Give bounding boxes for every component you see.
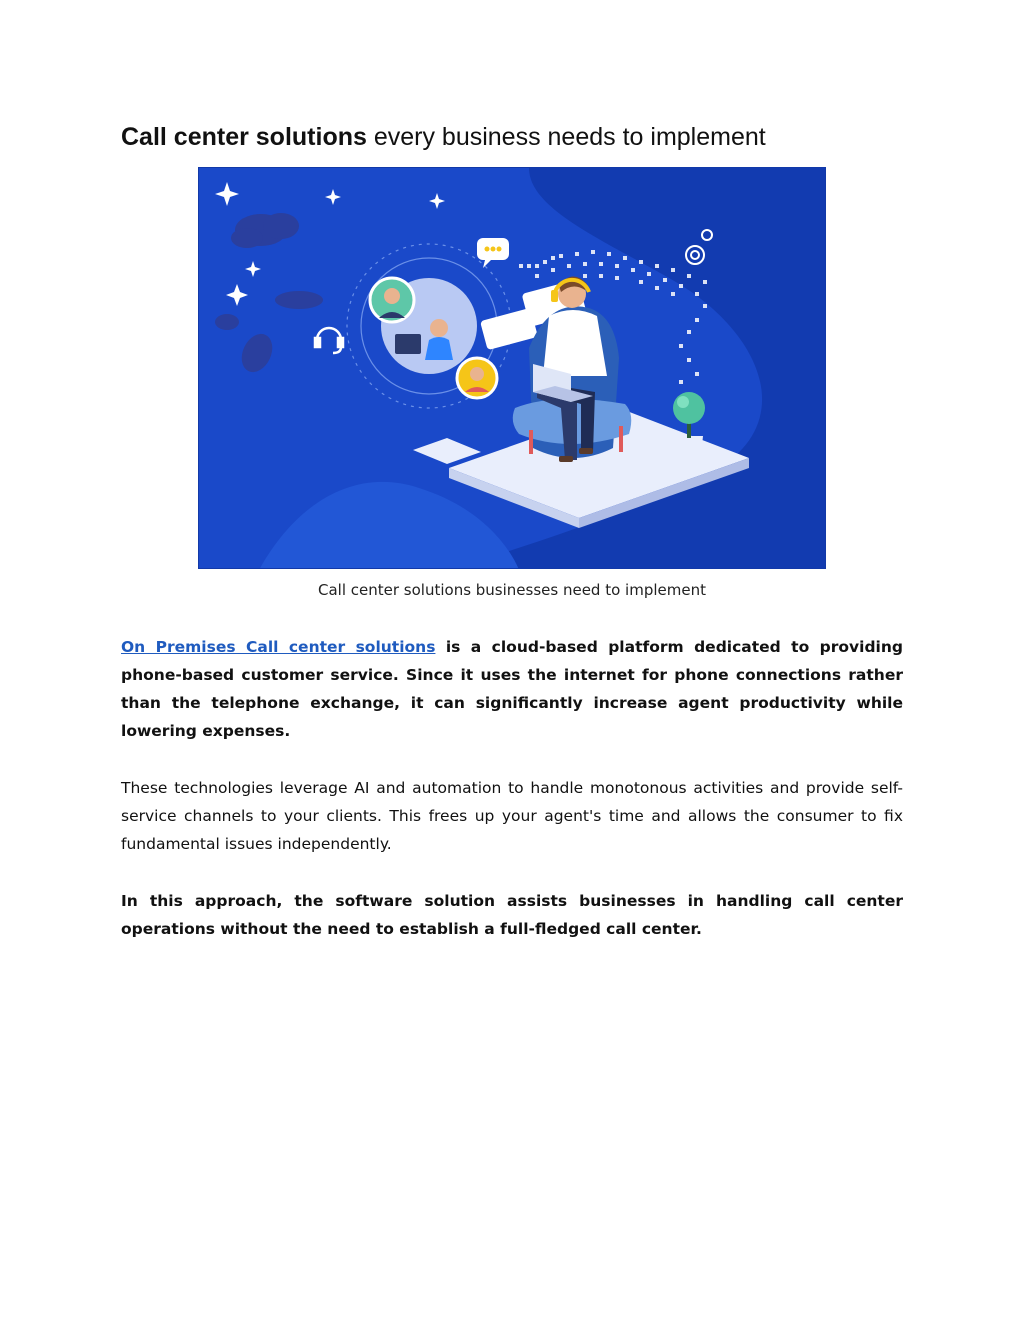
title-bold: Call center solutions bbox=[121, 123, 367, 151]
call-center-agent-illustration-icon bbox=[199, 168, 826, 569]
title-rest: every business needs to implement bbox=[366, 123, 766, 151]
hero-illustration bbox=[198, 167, 826, 569]
paragraph-ai-automation: These technologies leverage AI and automation to handle monotonous activities and provide self-service channels to your clients. This frees up your agent's time and allows the consumer to fix fundamental issues independently. bbox=[121, 779, 903, 853]
page-title bbox=[121, 120, 921, 154]
paragraph-approach: In this approach, the software solution assists businesses in handling call center operations without the need to establish a full-fledged call center. bbox=[121, 892, 903, 938]
on-premises-link[interactable]: On Premises Call center solutions bbox=[121, 638, 436, 656]
paragraph-intro bbox=[121, 633, 903, 745]
figure-caption: Call center solutions businesses need to implement bbox=[318, 581, 706, 599]
paragraph-intro-text: is a cloud-based platform dedicated to providing phone-based customer service. Since it uses the internet for phone connections rather than the telephone exchange, it can significantly increase agent productivity while lowering expenses. bbox=[121, 638, 903, 740]
